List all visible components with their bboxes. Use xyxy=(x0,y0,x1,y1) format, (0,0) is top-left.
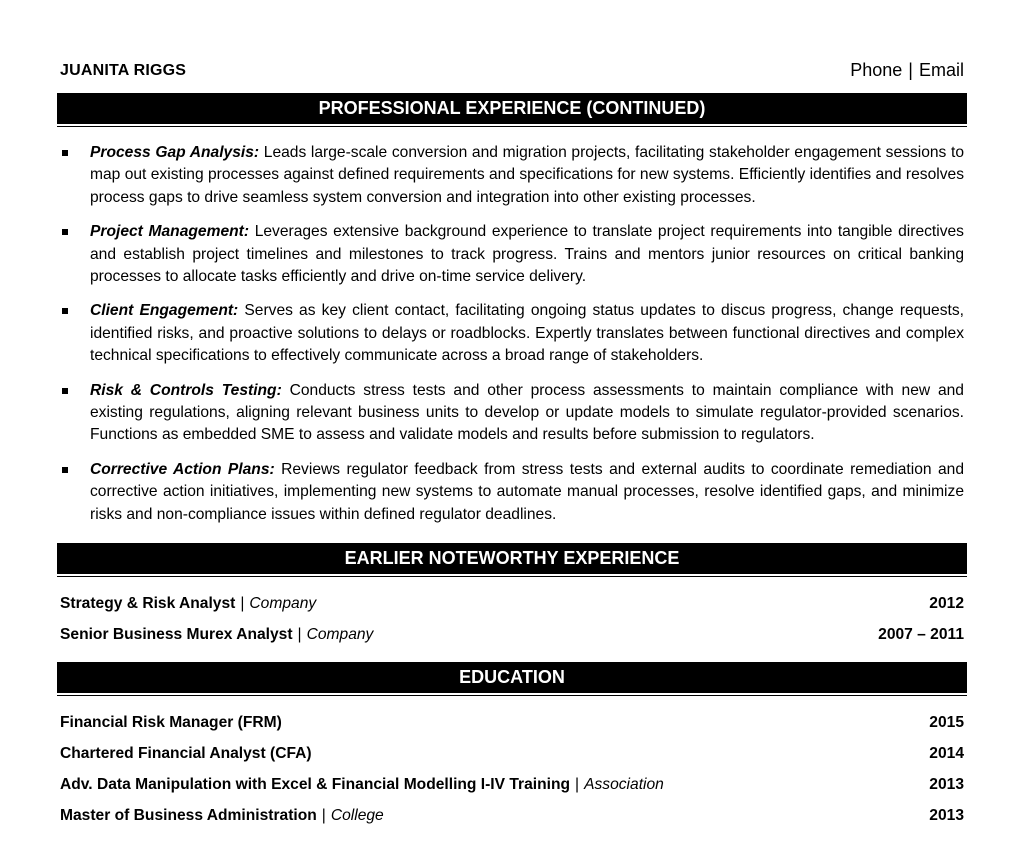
bullet-text: Leads large-scale conversion and migration projects, facilitating stakeholder engagement sessions to map out existing processes against defined requirements and specifications for new systems. Efficiently identifies and resolves process gaps to drive seamless system conversion and integration into other existing processes. xyxy=(90,144,965,206)
row-separator: | xyxy=(240,595,245,612)
earlier-experience-banner xyxy=(57,543,967,574)
job-heading xyxy=(60,595,316,613)
bullet-text: Leverages extensive background experience to translate project requirements into tangible directives and establish project timelines and milestones to track progress. Trains and mentors junior resources on critical banking processes to allocate tasks efficiently and drive on-time service delivery. xyxy=(90,223,964,286)
bullet-square-icon xyxy=(62,229,68,235)
credential-heading xyxy=(60,807,384,825)
education-row xyxy=(60,774,964,796)
row-separator: | xyxy=(575,776,580,793)
education-banner xyxy=(57,662,967,693)
job-title: Senior Business Murex Analyst xyxy=(60,626,293,643)
bullet-item xyxy=(60,459,964,526)
section-title: EARLIER NOTEWORTHY EXPERIENCE xyxy=(344,547,680,568)
credential-year: 2014 xyxy=(929,745,964,762)
bullet-item xyxy=(60,142,964,209)
credential-year: 2013 xyxy=(929,807,964,824)
job-years: 2012 xyxy=(929,595,964,612)
candidate-name: JUANITA RIGGS xyxy=(60,62,187,79)
bullet-square-icon xyxy=(62,388,68,394)
bullet-square-icon xyxy=(62,467,68,473)
job-row xyxy=(60,624,964,646)
section-title: EDUCATION xyxy=(459,666,565,687)
credential-title: Adv. Data Manipulation with Excel & Financial Modelling I-IV Training xyxy=(60,776,571,793)
bullet-text: Serves as key client contact, facilitating ongoing status updates to discus progress, change requests, identified risks, and proactive solutions to delays or roadblocks. Expertly translates between functional directives and complex technical specifications to effectively communicate across a broad range of stakeholders. xyxy=(90,302,964,365)
bullet-label: Corrective Action Plans: xyxy=(90,460,275,478)
job-row xyxy=(60,593,964,615)
bullet-label: Process Gap Analysis: xyxy=(90,144,260,161)
job-heading xyxy=(60,626,373,644)
experience-bullet-list xyxy=(60,142,964,538)
employer: Company xyxy=(249,595,317,612)
bullet-item xyxy=(60,300,964,367)
row-separator: | xyxy=(321,807,326,824)
row-separator: | xyxy=(297,626,302,643)
institution: College xyxy=(330,807,384,824)
bullet-text: Conducts stress tests and other process assessments to maintain compliance with new and existing regulations, aligning relevant business units to develop or update models to simulate regulator-provided scenarios. Functions as embedded SME to assess and validate models and results before submission to regulators. xyxy=(90,381,964,444)
professional-experience-banner xyxy=(57,93,967,124)
bullet-text: Reviews regulator feedback from stress tests and external audits to coordinate remediation and corrective action initiatives, implementing new systems to automate manual processes, resolve identified gaps, and minimize risks and non-compliance issues within defined regulator deadlines. xyxy=(90,460,965,523)
education-row xyxy=(60,712,964,734)
job-title: Strategy & Risk Analyst xyxy=(60,595,236,612)
section-title: PROFESSIONAL EXPERIENCE (CONTINUED) xyxy=(318,97,706,118)
credential-title: Master of Business Administration xyxy=(60,807,317,824)
contact-info xyxy=(850,60,964,81)
bullet-label: Client Engagement: xyxy=(90,302,239,320)
institution: Association xyxy=(584,776,664,793)
bullet-square-icon xyxy=(62,150,68,156)
credential-title: Financial Risk Manager (FRM) xyxy=(60,714,282,731)
bullet-square-icon xyxy=(62,308,68,314)
email-label: Email xyxy=(918,60,964,80)
job-years: 2007 – 2011 xyxy=(878,626,964,643)
credential-year: 2013 xyxy=(929,776,964,793)
phone-label: Phone xyxy=(850,60,903,80)
bullet-label: Project Management: xyxy=(90,223,250,241)
credential-heading xyxy=(60,776,664,794)
contact-separator: | xyxy=(908,60,913,80)
bullet-item xyxy=(60,221,964,288)
employer: Company xyxy=(306,626,374,643)
bullet-item xyxy=(60,380,964,447)
credential-title: Chartered Financial Analyst (CFA) xyxy=(60,745,312,762)
credential-year: 2015 xyxy=(929,714,964,731)
education-row xyxy=(60,743,964,765)
education-row xyxy=(60,805,964,827)
bullet-label: Risk & Controls Testing: xyxy=(90,381,282,399)
